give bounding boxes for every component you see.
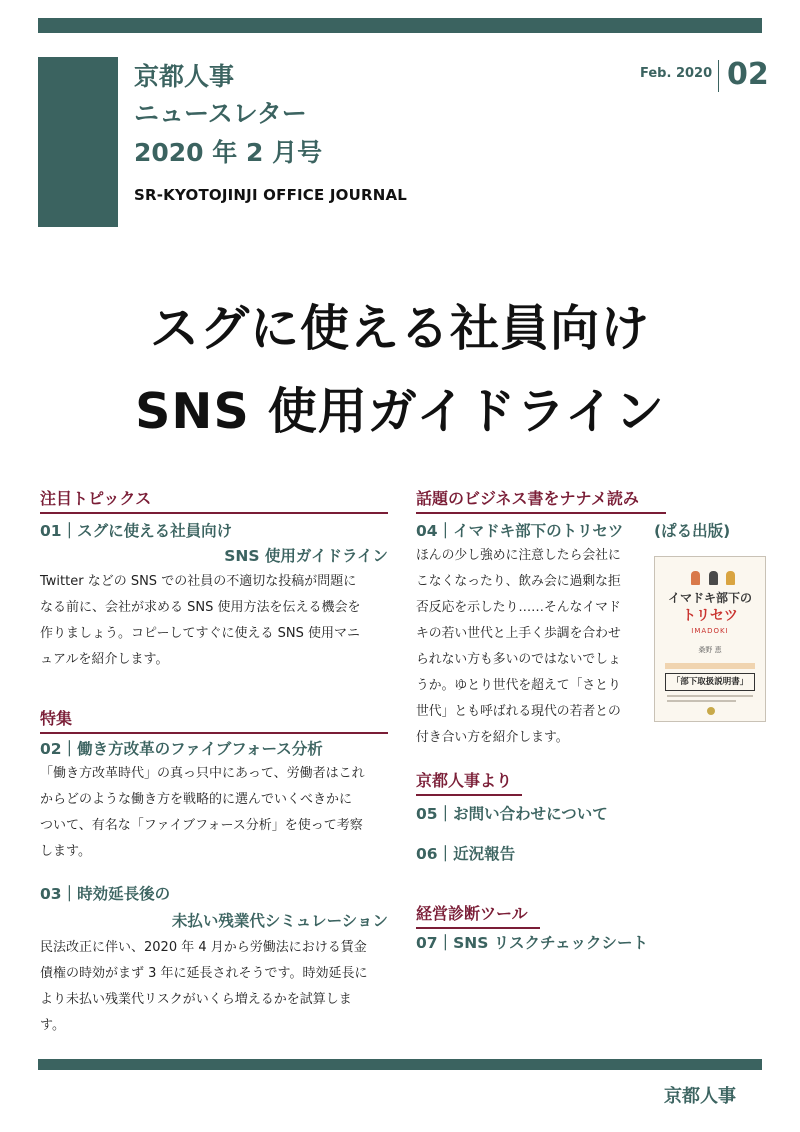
section-underline [416,512,666,514]
fine-print-line [667,695,753,697]
body-line: す。 [40,1018,65,1033]
hero-title-line-1: スグに使える社員向け [149,300,650,357]
cover-title-line-1: イマドキ部下の [667,591,752,605]
body-line: なる前に、会社が求める SNS 使用方法を伝える機会を [40,600,361,615]
top-bar [38,18,762,33]
body-line: うか。ゆとり世代を超えて「さとり [416,678,621,693]
body-line: 「働き方改革時代」の真っ只中にあって、労働者はこれ [40,766,365,781]
masthead-title-line-1: 京都人事 [134,62,235,91]
section-heading-books: 話題のビジネス書をナナメ読み [416,489,639,508]
body-line: Twitter などの SNS での社員の不適切な投稿が問題に [40,574,357,589]
cover-brand: IMADOKI [691,627,729,635]
hero-title-line-2: SNS 使用ガイドライン [135,383,665,440]
feature-03-title-line-2: 未払い残業代シミュレーション [171,912,388,930]
office-05-title: 05｜お問い合わせについて [416,805,608,823]
figure-icon [709,571,718,585]
topic-01-body [40,569,388,673]
body-line: こなくなったり、飲み会に過剰な拒 [416,574,621,589]
book-04-body [416,543,648,751]
topic-01-title-line-2: SNS 使用ガイドライン [224,547,388,565]
figure-icon [691,571,700,585]
body-line: 否反応を示したり……そんなイマド [416,600,621,615]
feature-03-title-line-1: 03｜時効延長後の [40,885,171,903]
section-underline [40,732,388,734]
section-heading-tools: 経営診断ツール [416,904,528,923]
masthead-block [38,57,118,227]
section-heading-topics: 注目トピックス [40,489,152,508]
section-heading-feature: 特集 [40,709,73,728]
cover-author: 桑野 恵 [698,646,722,654]
body-line: ついて、有名な「ファイブフォース分析」を使って考察 [40,818,363,833]
body-line: 付き合い方を紹介します。 [416,730,569,745]
section-heading-office: 京都人事より [416,771,513,790]
section-underline [40,512,388,514]
bottom-bar [38,1059,762,1070]
body-line: キの若い世代と上手く歩調を合わせ [416,626,621,641]
tools-07-title: 07｜SNS リスクチェックシート [416,934,648,952]
feature-03-body [40,935,388,1039]
body-line: 債権の時効がまず 3 年に延長されそうです。時効延長に [40,966,368,981]
cover-subtitle: 「部下取扱説明書」 [665,673,755,691]
figure-icon [726,571,735,585]
cover-title-line-2: トリセツ [682,608,738,624]
cover-illustration-figures [691,571,735,585]
issue-divider [718,60,719,92]
fine-print-line [667,700,736,702]
body-line: より未払い残業代リスクがいくら増えるかを試算しま [40,992,352,1007]
body-line: ュアルを紹介します。 [40,652,169,667]
book-04-title: 04｜イマドキ部下のトリセツ [416,522,624,540]
feature-02-body [40,761,388,865]
section-underline [416,927,540,929]
feature-02-title: 02｜働き方改革のファイブフォース分析 [40,740,323,758]
issue-number: 02 [727,57,769,92]
footer-company-name: 京都人事 [664,1086,736,1107]
office-06-title: 06｜近況報告 [416,845,516,863]
body-line: からどのような働き方を戦略的に選んでいくべきかに [40,792,353,807]
cover-strip [665,663,755,669]
journal-name: SR-KYOTOJINJI OFFICE JOURNAL [134,186,408,204]
section-underline [416,794,522,796]
issue-date: Feb. 2020 [640,66,713,81]
body-line: ほんの少し強めに注意したら会社に [416,548,621,563]
masthead-title-line-3: 2020 年 2 月号 [134,138,323,167]
body-line: 世代」とも呼ばれる現代の若者との [416,704,621,719]
body-line: します。 [40,844,91,859]
body-line: 作りましょう。コピーしてすぐに使える SNS 使用マニ [40,626,360,641]
book-cover-image [654,556,766,722]
masthead-title-line-2: ニュースレター [134,99,307,128]
topic-01-title-line-1: 01｜スグに使える社員向け [40,522,233,540]
publisher-seal-icon [707,707,715,715]
book-04-publisher: (ぱる出版) [654,522,731,540]
body-line: られない方も多いのではないでしょ [416,652,621,667]
cover-fine-print [667,695,753,705]
body-line: 民法改正に伴い、2020 年 4 月から労働法における賃金 [40,940,367,955]
